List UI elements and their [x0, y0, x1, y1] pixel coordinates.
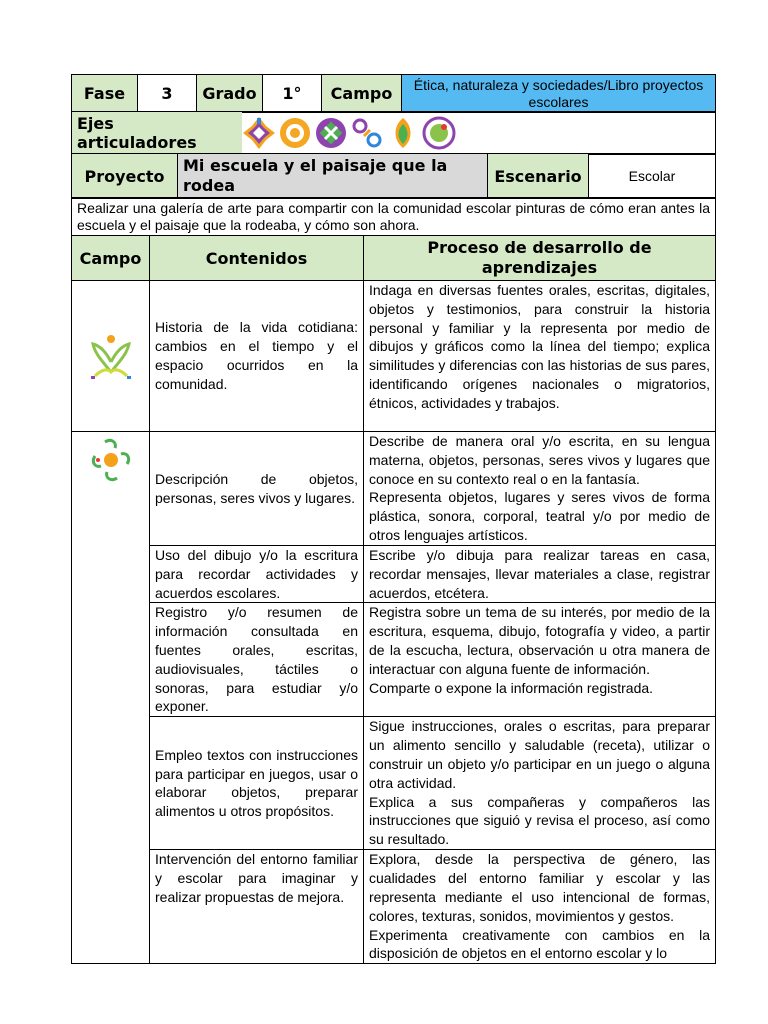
contenido-cell: Descripción de objetos, personas, seres vivos y lugares. — [150, 432, 364, 546]
proyecto-label: Proyecto — [72, 154, 178, 199]
campo-value: Ética, naturaleza y sociedades/Libro proyectos escolares — [402, 75, 716, 113]
pensamiento-critico-icon — [278, 116, 312, 150]
escenario-label: Escenario — [488, 154, 589, 199]
proceso-text-2: Comparte o expone la información registrada. — [369, 679, 654, 696]
ejes-icons — [242, 112, 716, 155]
proceso-cell — [364, 603, 716, 717]
contenidos-table — [71, 235, 716, 964]
header-row-proyecto — [71, 153, 716, 199]
col-proceso-header: Proceso de desarrollo de aprendizajes — [364, 236, 716, 281]
saberes-icon — [91, 438, 131, 482]
contenido-cell: Registro y/o resumen de información consultada en fuentes orales, escritas, audiovisuales, táctiles o sonoras, para estudiar y/o exponer. — [150, 603, 364, 717]
table-row — [72, 281, 716, 432]
contenido-cell: Empleo textos con instrucciones para participar en juegos, usar o elaborar objetos, preparar alimentos u otros propósitos. — [150, 717, 364, 850]
proceso-cell — [364, 432, 716, 546]
campo-cell — [72, 432, 150, 964]
interculturalidad-icon — [314, 116, 348, 150]
proceso-text-2: Explica a sus compañeras y compañeros las instrucciones que siguió y revisa el proceso, así como su resultado. — [369, 793, 710, 848]
table-row — [72, 717, 716, 850]
etica-naturaleza-icon — [89, 332, 133, 380]
proceso-text: Sigue instrucciones, orales o escritas, para preparar un alimento sencillo y saludable (receta), utilizar o construir un objeto y/o participar en un juego o alguna otra actividad. — [369, 718, 710, 791]
fase-label: Fase — [72, 75, 138, 113]
inclusion-icon — [242, 116, 276, 150]
proceso-cell: Escribe y/o dibuja para realizar tareas en casa, recordar mensajes, llevar materiales a clase, registrar acuerdos, etcétera. — [364, 546, 716, 603]
proceso-cell — [364, 717, 716, 850]
lectura-icon — [422, 116, 456, 150]
grado-value: 1° — [263, 75, 322, 113]
proceso-text-2: Representa objetos, lugares y seres vivos de forma plástica, sonora, corporal, teatral y/o por medio de otros lenguajes artísticos. — [369, 489, 710, 543]
header-row-descripcion — [71, 197, 716, 237]
campo-label: Campo — [322, 75, 402, 113]
proyecto-value: Mi escuela y el paisaje que la rodea — [178, 154, 488, 199]
escenario-value: Escolar — [589, 154, 716, 199]
ejes-label: Ejes articuladores — [72, 112, 242, 155]
proceso-text: Registra sobre un tema de su interés, por medio de la escritura, esquema, dibujo, fotografía y video, a partir de la escucha, lectura, observación u otra manera de interactuar con alguna fuente de información. — [369, 604, 710, 677]
table-row — [72, 850, 716, 964]
campo-cell — [72, 281, 150, 432]
contenido-cell: Intervención del entorno familiar y escolar para imaginar y realizar propuestas de mejora. — [150, 850, 364, 964]
contenido-cell: Uso del dibujo y/o la escritura para recordar actividades y acuerdos escolares. — [150, 546, 364, 603]
col-campo-header: Campo — [72, 236, 150, 281]
col-contenidos-header: Contenidos — [150, 236, 364, 281]
table-row — [72, 432, 716, 546]
project-description: Realizar una galería de arte para compartir con la comunidad escolar pinturas de cómo eran antes la escuela y el paisaje que la rodeaba, y cómo son ahora. — [72, 198, 716, 237]
proceso-cell: Indaga en diversas fuentes orales, escritas, digitales, objetos y testimonios, para construir la historia personal y familiar y la representa por medio de dibujos y gráficos como la línea del tiempo; explica similitudes y diferencias con las historias de sus pares, identificando orígenes nacionales o migratorios, étnicos, actividades y trabajos. — [364, 281, 716, 432]
igualdad-genero-icon — [350, 116, 384, 150]
vida-saludable-icon — [386, 116, 420, 150]
contenido-cell: Historia de la vida cotidiana: cambios en el tiempo y el espacio ocurridos en la comunidad. — [150, 281, 364, 432]
proceso-text: Describe de manera oral y/o escrita, en su lengua materna, objetos, personas, seres vivos y lugares que conoce en su contexto real o en la fantasía. — [369, 433, 710, 487]
header-row-fase — [71, 74, 716, 113]
grado-label: Grado — [197, 75, 263, 113]
table-row — [72, 546, 716, 603]
proceso-cell — [364, 850, 716, 964]
header-row-ejes — [71, 111, 716, 155]
table-row — [72, 603, 716, 717]
proceso-text: Explora, desde la perspectiva de género, las cualidades del entorno familiar y escolar y las representa mediante el uso intencional de formas, colores, texturas, sonidos, movimientos y gestos. — [369, 851, 710, 924]
proceso-text-2: Experimenta creativamente con cambios en la disposición de objetos en el entorno escolar y lo — [369, 926, 710, 962]
fase-value: 3 — [138, 75, 197, 113]
